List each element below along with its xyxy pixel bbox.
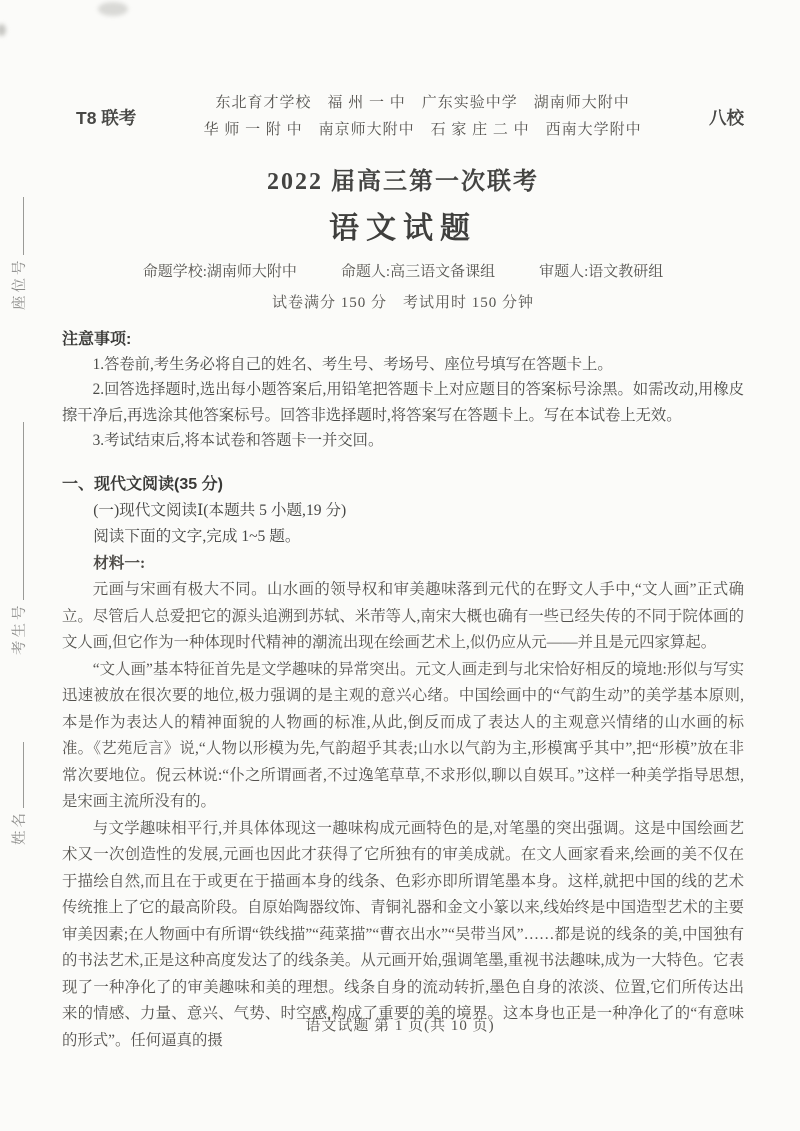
question-reviewer: 审题人:语文教研组 — [539, 264, 664, 280]
subsection-heading: (一)现代文阅读Ⅰ(本题共 5 小题,19 分) — [93, 501, 347, 519]
credits-row — [62, 260, 744, 281]
masthead — [76, 90, 744, 144]
seat-number-label: 座位号 — [12, 257, 28, 310]
scan-artifact — [0, 24, 6, 36]
schools-line-2: 华 师 一 附 中 南京师大附中 石 家 庄 二 中 西南大学附中 — [203, 122, 642, 138]
seat-number-blank-line — [10, 198, 24, 256]
notice-heading: 注意事项: — [62, 331, 132, 348]
material-paragraph-3: 与文学趣味相平行,并具体体现这一趣味构成元画特色的是,对笔墨的突出强调。这是中国绘画艺术又一次创造性的发展,元画也因此才获得了它所独有的审美成就。在文人画家看来,绘画的美不仅在于描绘自然,而且在于或更在于描画本身的线条、色彩亦即所谓笔墨本身。这样,就把中国的线的艺术传统推上了它的最高阶段。自原始陶器纹饰、青铜礼器和金文小篆以来,线始终是中国造型艺术的主要审美因素;在人物画中有所谓“铁线描”“莼菜描”“曹衣出水”“吴带当风”……都是说的线条的美,中国独有的书法艺术,正是这种高度发达了的线条美。从元画开始,强调笔墨,重视书法趣味,成为一大特色。它表现了一种净化了的审美趣味和美的理想。线条自身的流动转折,墨色自身的浓淡、位置,它们所传达出来的情感、力量、意兴、气势、时空感,构成了重要的美的境界。这本身也正是一种净化了的“有意味的形式”。任何逼真的摄 — [62, 819, 744, 1049]
setting-school: 命题学校:湖南师大附中 — [142, 264, 297, 280]
notice-item-3: 3.考试结束后,将本试卷和答题卡一并交回。 — [92, 432, 384, 450]
material-paragraph-1: 元画与宋画有极大不同。山水画的领导权和审美趣味落到元代的在野文人手中,“文人画”正式确立。尽管后人总爱把它的源头追溯到苏轼、米芾等人,南宋大概也确有一些已经失传的不同于院体画的文人画,但它作为一种体现时代精神的潮流出现在绘画艺术上,似仍应从元——并且是元四家算起。 — [62, 581, 744, 652]
page-content — [62, 90, 744, 1054]
candidate-number-blank-line — [10, 423, 24, 601]
material-paragraph-2: “文人画”基本特征首先是文学趣味的异常突出。元文人画走到与北宋恰好相反的境地:形似与写实迅速被放在很次要的地位,极力强调的是主观的意兴心绪。中国绘画中的“气韵生动”的美学基本原则,本是作为表达人的精神面貌的人物画的标准,从此,倒反而成了表达人的主观意兴情绪的山水画的标准。《艺苑卮言》说,“人物以形模为先,气韵超乎其表;山水以气韵为主,形模寓乎其中”,把“形模”放在非常次要地位。倪云林说:“仆之所谓画者,不过逸笔草草,不求形似,聊以自娱耳。”这样一种美学指导思想,是宋画主流所没有的。 — [62, 660, 744, 811]
league-logo-text: T8 联考 — [76, 107, 137, 128]
notice-section — [62, 327, 744, 454]
name-field — [10, 742, 30, 845]
notice-item-1: 1.答卷前,考生务必将自己的姓名、考生号、考场号、座位号填写在答题卡上。 — [92, 356, 613, 373]
scan-artifact — [98, 2, 128, 16]
schools-line-1: 东北育才学校 福 州 一 中 广东实验中学 湖南师大附中 — [215, 95, 630, 111]
material-1-label: 材料一: — [93, 554, 146, 572]
eight-schools-label: 八校 — [709, 107, 744, 128]
participating-schools — [204, 90, 642, 144]
candidate-number-field — [10, 423, 30, 656]
subject-title: 语文试题 — [329, 212, 477, 245]
seat-number-field — [10, 198, 30, 311]
exam-info: 试卷满分 150 分 考试用时 150 分钟 — [271, 295, 534, 311]
question-setter: 命题人:高三语文备课组 — [340, 264, 496, 280]
reading-instruction: 阅读下面的文字,完成 1~5 题。 — [93, 528, 301, 546]
notice-item-2: 2.回答选择题时,选出每小题答案后,用铅笔把答题卡上对应题目的答案标号涂黑。如需改动,用橡皮擦干净后,再选涂其他答案标号。回答非选择题时,将答案写在答题卡上。写在本试卷上无效。 — [62, 381, 744, 424]
candidate-number-label: 考生号 — [12, 602, 28, 655]
section-1-heading: 一、现代文阅读(35 分) — [62, 475, 223, 493]
page-footer: 语文试题 第 1 页(共 10 页) — [305, 1018, 495, 1034]
name-blank-line — [10, 742, 24, 808]
exam-title: 2022 届高三第一次联考 — [267, 169, 539, 195]
name-label: 姓名 — [12, 810, 28, 845]
